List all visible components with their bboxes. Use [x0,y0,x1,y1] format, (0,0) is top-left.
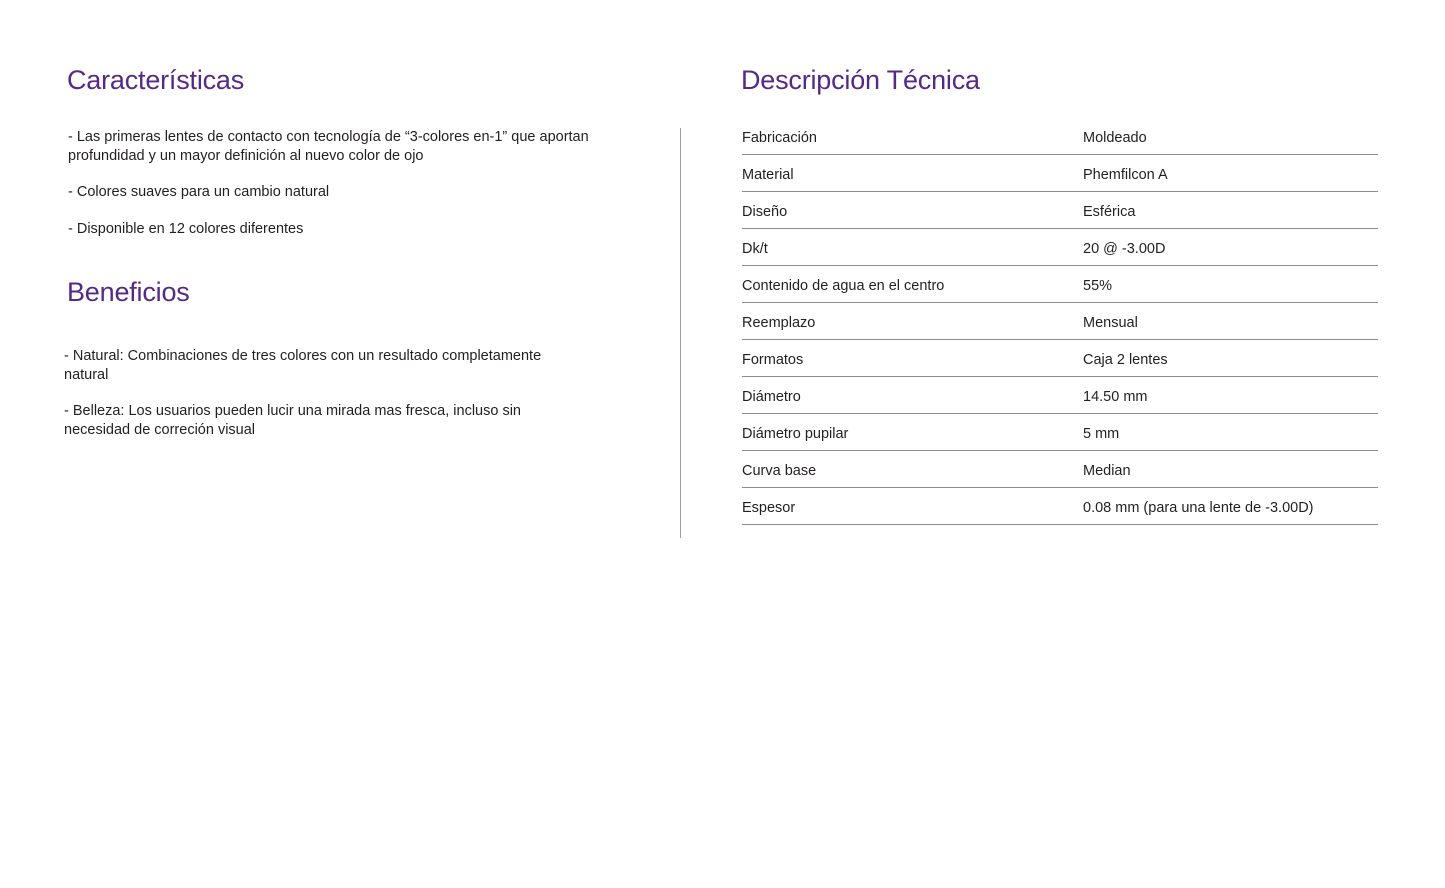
spec-value: 20 @ -3.00D [1083,241,1166,257]
spec-value: Median [1083,463,1131,479]
spec-row-contenido-agua [742,266,1378,303]
spec-label: Contenido de agua en el centro [742,278,945,294]
spec-row-diametro-pupilar [742,414,1378,451]
descripcion-tecnica-title: Descripción Técnica [741,65,980,95]
beneficios-title: Beneficios [67,277,190,307]
spec-label: Dk/t [742,241,768,257]
caracteristicas-item-1: - Las primeras lentes de contacto con tecnología de “3-colores en-1” que aportan profundidad y un mayor definición al nuevo color de ojo [68,129,589,164]
spec-value: Caja 2 lentes [1083,352,1168,368]
spec-row-fabricacion [742,118,1378,155]
spec-value: 14.50 mm [1083,389,1148,405]
spec-row-espesor [742,488,1378,525]
spec-label: Espesor [742,500,796,516]
beneficios-item-2: - Belleza: Los usuarios pueden lucir una mirada mas fresca, incluso sin necesidad de correción visual [64,403,521,438]
spec-label: Material [742,167,794,183]
caracteristicas-item-3: - Disponible en 12 colores diferentes [68,221,304,237]
spec-value: 55% [1083,278,1113,294]
spec-row-formatos [742,340,1378,377]
spec-value: Phemfilcon A [1083,167,1168,183]
spec-row-reemplazo [742,303,1378,340]
spec-value: Mensual [1083,315,1138,331]
caracteristicas-item-2: - Colores suaves para un cambio natural [68,184,330,200]
caracteristicas-title: Características [67,65,245,95]
spec-value: 0.08 mm (para una lente de -3.00D) [1083,500,1314,516]
spec-row-diseno [742,192,1378,229]
spec-label: Fabricación [742,130,817,146]
spec-label: Diámetro pupilar [742,426,849,442]
spec-row-diametro [742,377,1378,414]
spec-value: 5 mm [1083,426,1120,442]
spec-row-material [742,155,1378,192]
beneficios-item-1: - Natural: Combinaciones de tres colores con un resultado completamente natural [64,348,542,383]
spec-row-curva-base [742,451,1378,488]
spec-label: Formatos [742,352,804,368]
spec-row-dkt [742,229,1378,266]
spec-label: Reemplazo [742,315,816,331]
spec-table [742,118,1378,525]
spec-value: Esférica [1083,204,1136,220]
spec-value: Moldeado [1083,130,1147,146]
column-divider [680,128,681,538]
spec-label: Diseño [742,204,788,220]
spec-label: Curva base [742,463,817,479]
spec-label: Diámetro [742,389,801,405]
